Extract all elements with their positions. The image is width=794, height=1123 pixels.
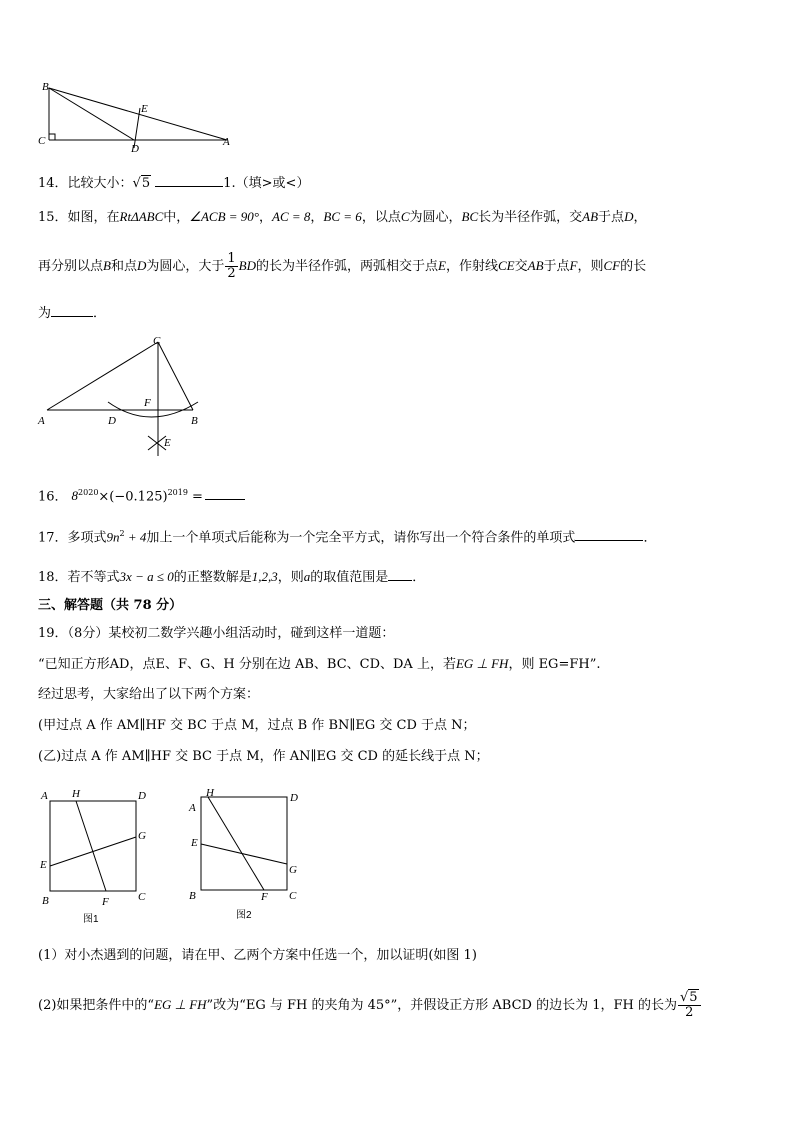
question-19-part1: (1）对小杰遇到的问题，请在甲、乙两个方案中任选一个，加以证明(如图 1)	[38, 948, 477, 963]
question-14	[38, 172, 309, 193]
question-19-line1: 19．（8分）某校初二数学兴趣小组活动时，碰到这样一道题：	[38, 626, 395, 641]
label-g: G	[138, 830, 146, 842]
q15-answer-blank[interactable]	[51, 302, 93, 317]
label-g: G	[289, 864, 297, 876]
figure-construction-acb	[30, 332, 220, 462]
label-d: D	[108, 415, 116, 427]
label-a: A	[38, 415, 45, 427]
label-b: B	[189, 890, 196, 902]
label-e: E	[191, 837, 198, 849]
question-15-line1: 15．如图，在RtΔABC中，∠ACB = 90°，AC = 8，BC = 6，以点C为圆心，BC长为半径作弧，交AB于点D，	[38, 209, 647, 225]
question-19-plan-a: (甲过点 A 作 AM∥HF 交 BC 于点 M，过点 B 作 BN∥EG 交 CD 于点 N；	[38, 718, 476, 733]
label-f: F	[102, 896, 109, 908]
q14-post: 1.（填>或<）	[223, 176, 310, 191]
question-19-plan-b: (乙)过点 A 作 AM∥HF 交 BC 于点 M，作 AN∥EG 交 CD 的延长线于点 N；	[38, 749, 489, 764]
question-19-part2: (2)如果把条件中的“EG ⊥ FH”改为“EG 与 FH 的夹角为 45°”，并假设正方形 ABCD 的边长为 1，FH 的长为 $\frac{√5}{2}$	[38, 991, 702, 1020]
label-a: A	[189, 802, 196, 814]
q17-answer-blank[interactable]	[575, 526, 643, 541]
figure-triangle-bcda	[30, 78, 240, 158]
question-18: 18．若不等式3x − a ≤ 0的正整数解是1,2,3，则a的取值范围是 ．	[38, 566, 425, 587]
label-e: E	[141, 103, 148, 115]
sqrt-symbol: √	[132, 176, 141, 191]
q16-answer-blank[interactable]	[205, 485, 245, 500]
label-f: F	[261, 891, 268, 903]
question-16: 16． $8^{2020}\times(-0.125)^{2019}$ =	[38, 484, 245, 506]
label-b: B	[42, 81, 49, 93]
label-a: A	[223, 136, 230, 148]
question-15-line3: 为 ．	[38, 302, 106, 323]
figure-1-caption: 图1	[83, 914, 99, 924]
fraction-half: $\frac{1}{2}$	[227, 251, 236, 281]
label-d: D	[290, 792, 298, 804]
q14-sqrt-value: 5	[141, 176, 151, 191]
section-3-heading: 三、解答题（共 78 分）	[38, 598, 183, 613]
q18-answer-blank[interactable]	[388, 566, 412, 581]
label-c: C	[38, 135, 46, 147]
q14-answer-blank[interactable]	[155, 172, 223, 187]
figure-2-square	[182, 784, 312, 924]
q14-text: 14．比较大小：	[38, 176, 133, 191]
label-d: D	[138, 790, 146, 802]
label-c: C	[138, 891, 146, 903]
label-h: H	[206, 787, 214, 799]
question-17: 17．多项式$9n^2 + 4$加上一个单项式后能称为一个完全平方式，请你写出一个符合条件的单项式 ．	[38, 525, 656, 547]
label-a: A	[41, 790, 48, 802]
label-e: E	[40, 859, 47, 871]
fraction-sqrt5-over-2: $\frac{√5}{2}$	[678, 991, 701, 1020]
label-h: H	[72, 788, 80, 800]
label-b: B	[42, 895, 49, 907]
label-c: C	[153, 335, 161, 347]
label-c: C	[289, 890, 297, 902]
label-b: B	[191, 415, 198, 427]
figure-1-square	[36, 784, 156, 924]
question-19-line2: “已知正方形AD，点E、F、G、H 分别在边 AB、BC、CD、DA 上，若EG ⊥ FH，则 EG=FH”.	[38, 656, 601, 672]
label-d: D	[131, 143, 139, 155]
figure-2-caption: 图2	[236, 910, 252, 921]
label-f: F	[144, 397, 151, 409]
question-15-line2: 再分别以点B和点D为圆心，大于 $\frac{1}{2}$ BD的长为半径作弧，两弧相交于点E，作射线CE交AB于点F，则CF的长	[38, 251, 647, 281]
label-e: E	[164, 437, 171, 449]
question-19-line3: 经过思考，大家给出了以下两个方案：	[38, 687, 260, 702]
